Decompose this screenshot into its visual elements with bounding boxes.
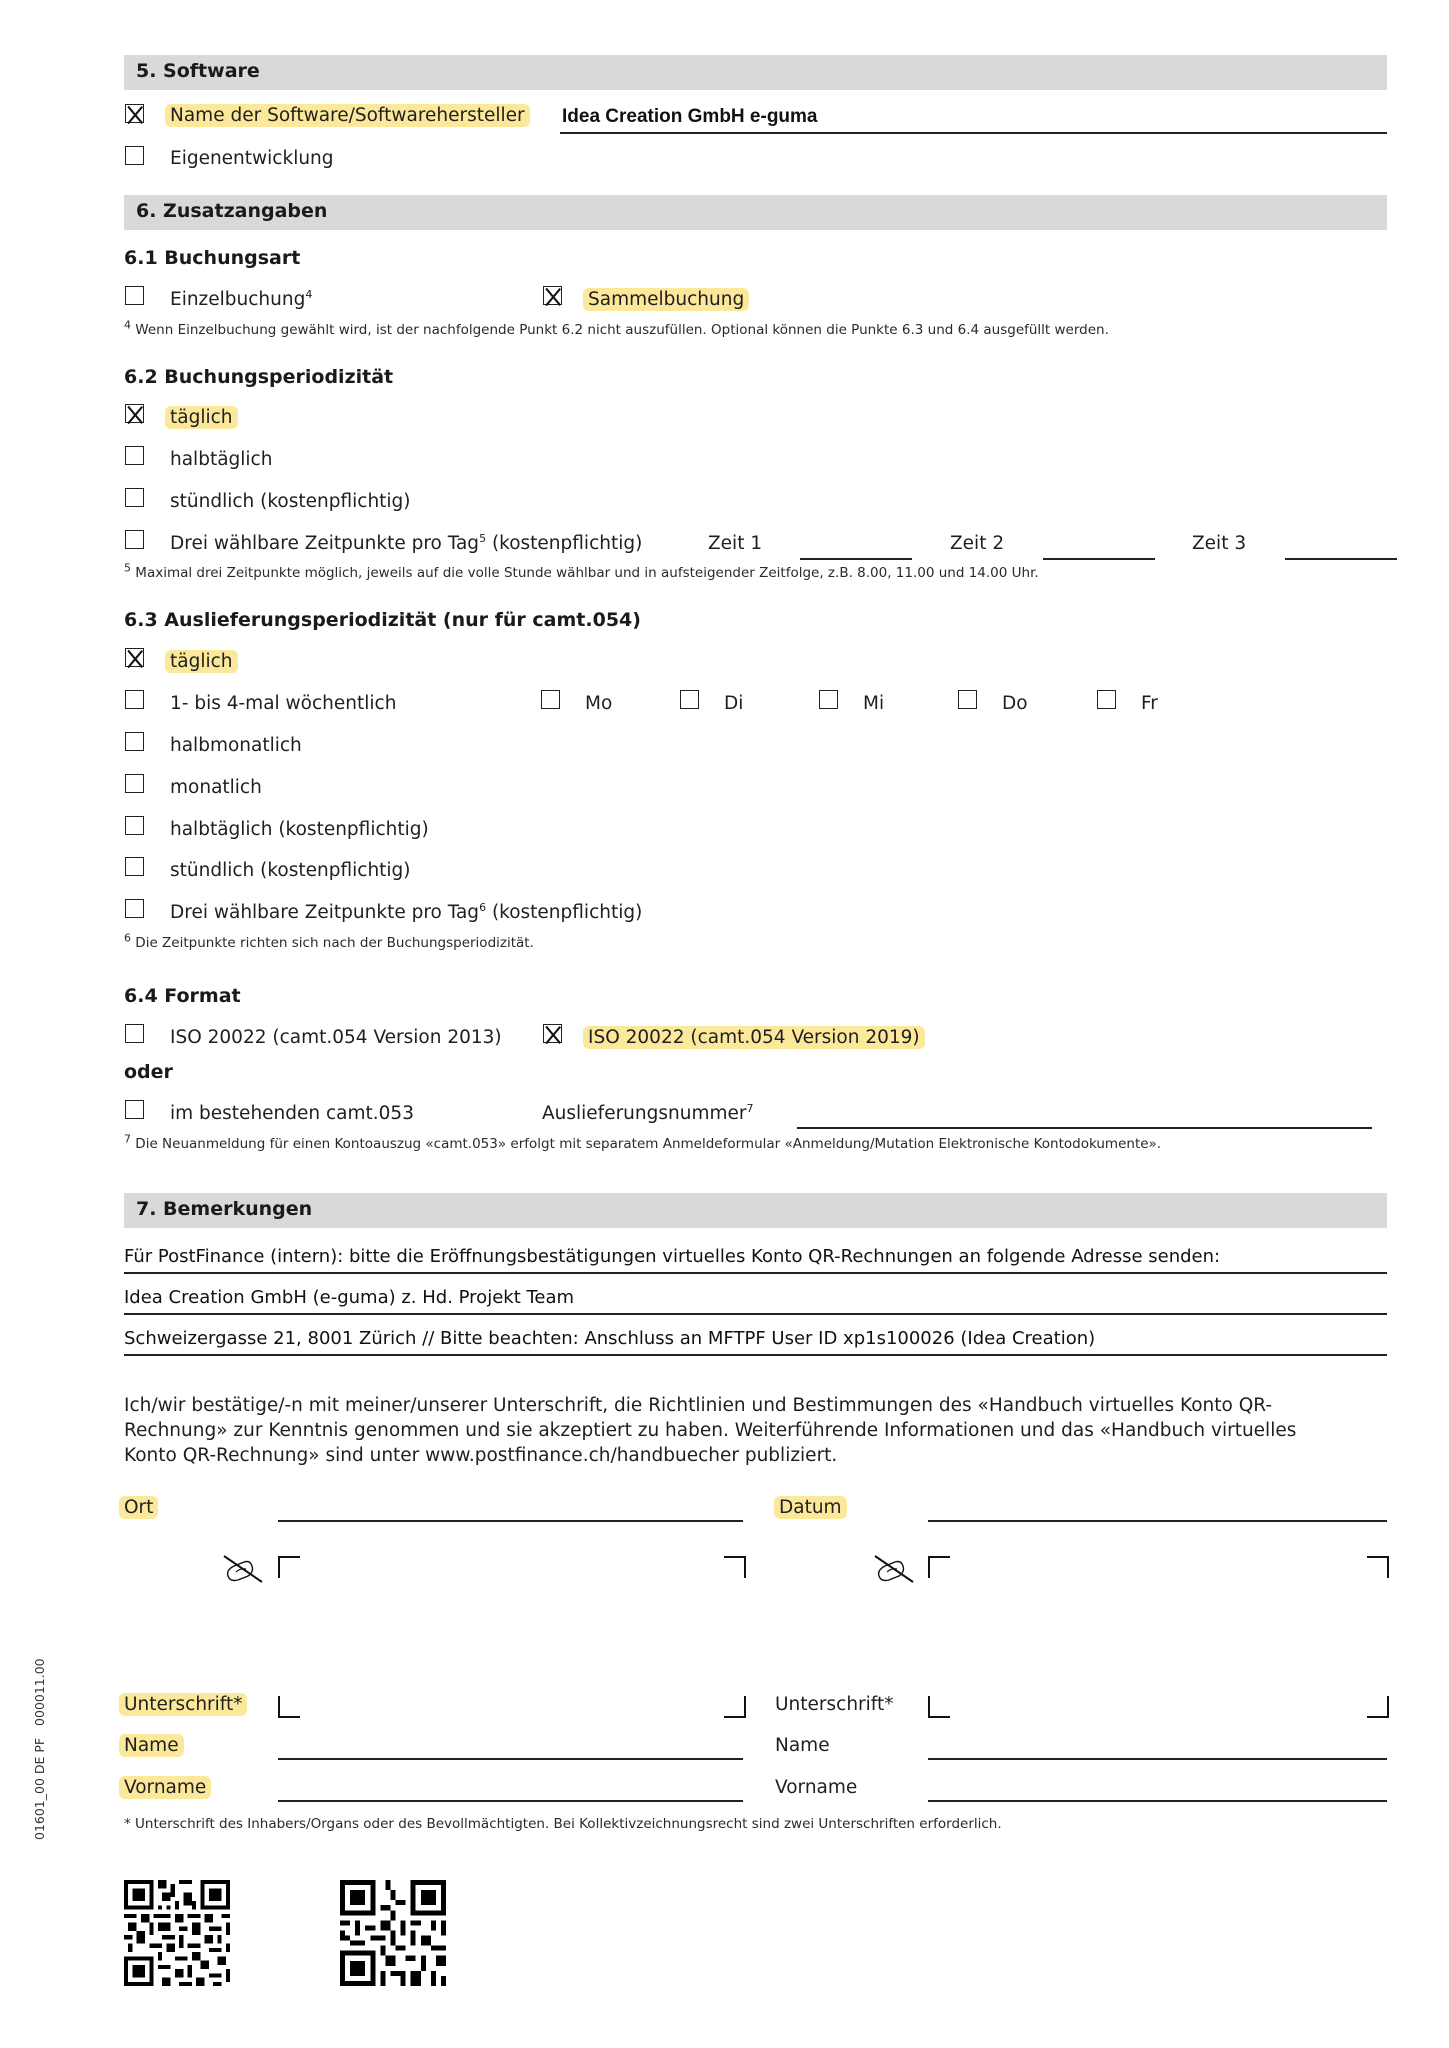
auslieferung-monatlich-label: monatlich xyxy=(170,777,262,798)
weekday-mi-checkbox[interactable] xyxy=(819,690,838,709)
remark-line-2[interactable]: Idea Creation GmbH (e-guma) z. Hd. Projekt Team xyxy=(124,1287,575,1308)
software-name-value[interactable]: Idea Creation GmbH e-guma xyxy=(562,106,818,127)
buchung-stuendlich-checkbox[interactable] xyxy=(125,488,144,507)
auslieferung-halbtaeglich-checkbox[interactable] xyxy=(125,816,144,835)
vorname-left-label: Vorname xyxy=(124,1777,211,1798)
auslieferungsnummer-label: Auslieferungsnummer$^7$ xyxy=(542,1101,754,1124)
buchung-halbtaeglich-checkbox[interactable] xyxy=(125,446,144,465)
einzelbuchung-label: Einzelbuchung$^4$ xyxy=(170,287,313,310)
vorname-right-label: Vorname xyxy=(775,1777,858,1798)
footnote-5: $^5$ Maximal drei Zeitpunkte möglich, jeweils auf die volle Stunde wählbar und in aufsteigender Zeitfolge, z.B. 8.00, 11.00 und 14.00 Uhr. xyxy=(124,561,1039,581)
weekday-do-label: Do xyxy=(1002,693,1028,714)
remark-line-2-rule xyxy=(124,1313,1387,1315)
weekday-mo-checkbox[interactable] xyxy=(541,690,560,709)
qr-code-icon xyxy=(124,1880,230,1986)
zeit-1-label: Zeit 1 xyxy=(708,533,763,554)
auslieferungsnummer-field[interactable] xyxy=(797,1127,1372,1129)
auslieferung-drei-zeitpunkte-label: Drei wählbare Zeitpunkte pro Tag$^6$ (kostenpflichtig) xyxy=(170,900,643,923)
section-5-header xyxy=(124,55,1387,90)
signature-footnote: * Unterschrift des Inhabers/Organs oder des Bevollmächtigten. Bei Kollektivzeichnungsrecht sind zwei Unterschriften erforderlich. xyxy=(124,1816,1002,1832)
buchung-drei-zeitpunkte-checkbox[interactable] xyxy=(125,530,144,549)
auslieferung-monatlich-checkbox[interactable] xyxy=(125,774,144,793)
buchung-stuendlich-label: stündlich (kostenpflichtig) xyxy=(170,491,411,512)
datum-field[interactable] xyxy=(928,1520,1387,1522)
name-right-label: Name xyxy=(775,1735,830,1756)
remark-line-1[interactable]: Für PostFinance (intern): bitte die Eröffnungsbestätigungen virtuelles Konto QR-Rechnungen an folgende Adresse senden: xyxy=(124,1246,1221,1267)
auslieferung-stuendlich-label: stündlich (kostenpflichtig) xyxy=(170,860,411,881)
remark-line-1-rule xyxy=(124,1272,1387,1274)
remark-line-3-rule xyxy=(124,1354,1387,1356)
signature-left-label: Unterschrift* xyxy=(124,1694,247,1715)
remark-line-3[interactable]: Schweizergasse 21, 8001 Zürich // Bitte beachten: Anschluss an MFTPF User ID xp1s100026 (Idea Creation) xyxy=(124,1328,1096,1349)
sammelbuchung-checkbox[interactable] xyxy=(543,286,562,305)
ort-field[interactable] xyxy=(278,1520,743,1522)
weekday-mi-label: Mi xyxy=(863,693,885,714)
name-right-field[interactable] xyxy=(928,1758,1387,1760)
iso-2019-label: ISO 20022 (camt.054 Version 2019) xyxy=(588,1027,925,1048)
confirmation-text: Ich/wir bestätige/-n mit meiner/unserer Unterschrift, die Richtlinien und Bestimmungen des «Handbuch virtuelles Konto QR-Rechnung» zur Kenntnis genommen und sie akzeptiert zu haben. Weiterführende Informationen und das «Handbuch virtuelles Konto QR-Rechnung» sind unter www.postfinance.ch/handbuecher publiziert. xyxy=(124,1395,1297,1466)
section-5-title: 5. Software xyxy=(136,60,260,82)
footnote-6: $^6$ Die Zeitpunkte richten sich nach der Buchungsperiodizität. xyxy=(124,931,534,951)
signature-box-right[interactable] xyxy=(928,1556,1387,1716)
section-6-4-heading: 6.4 Format xyxy=(124,985,241,1007)
weekday-fr-label: Fr xyxy=(1141,693,1158,714)
eigenentwicklung-checkbox[interactable] xyxy=(125,146,144,165)
buchung-halbtaeglich-label: halbtäglich xyxy=(170,449,273,470)
oder-label: oder xyxy=(124,1061,173,1083)
section-6-1-heading: 6.1 Buchungsart xyxy=(124,247,301,269)
buchung-taeglich-label: täglich xyxy=(170,407,238,428)
sammelbuchung-label: Sammelbuchung xyxy=(588,289,749,310)
buchung-drei-zeitpunkte-label: Drei wählbare Zeitpunkte pro Tag$^5$ (kostenpflichtig) xyxy=(170,531,643,554)
signature-box-left[interactable] xyxy=(278,1556,744,1716)
auslieferung-halbmonatlich-label: halbmonatlich xyxy=(170,735,302,756)
software-name-checkbox[interactable] xyxy=(125,104,144,123)
zeit-2-field[interactable] xyxy=(1043,558,1155,560)
qr-code-icon xyxy=(340,1880,446,1986)
signature-box-right-corner-bl xyxy=(928,1696,950,1718)
auslieferung-stuendlich-checkbox[interactable] xyxy=(125,857,144,876)
auslieferung-halbtaeglich-label: halbtäglich (kostenpflichtig) xyxy=(170,819,429,840)
software-name-label: Name der Software/Softwarehersteller xyxy=(170,105,530,126)
name-left-label: Name xyxy=(124,1735,184,1756)
weekday-di-label: Di xyxy=(724,693,744,714)
weekday-di-checkbox[interactable] xyxy=(680,690,699,709)
sign-here-hand-icon xyxy=(222,1554,266,1584)
vorname-right-field[interactable] xyxy=(928,1800,1387,1802)
sign-here-hand-icon xyxy=(873,1554,917,1584)
vorname-left-field[interactable] xyxy=(278,1800,743,1802)
ort-label: Ort xyxy=(124,1497,158,1518)
weekday-fr-checkbox[interactable] xyxy=(1097,690,1116,709)
zeit-2-label: Zeit 2 xyxy=(950,533,1005,554)
signature-right-label: Unterschrift* xyxy=(775,1694,894,1715)
iso-2013-label: ISO 20022 (camt.054 Version 2013) xyxy=(170,1027,502,1048)
camt053-label: im bestehenden camt.053 xyxy=(170,1103,414,1124)
section-6-header xyxy=(124,195,1387,230)
footnote-7: $^7$ Die Neuanmeldung für einen Kontoauszug «camt.053» erfolgt mit separatem Anmeldeformular «Anmeldung/Mutation Elektronische Kontodokumente». xyxy=(124,1132,1162,1152)
footnote-4: $^4$ Wenn Einzelbuchung gewählt wird, ist der nachfolgende Punkt 6.2 nicht auszufüllen. Optional können die Punkte 6.3 und 6.4 ausgefüllt werden. xyxy=(124,318,1109,338)
eigenentwicklung-label: Eigenentwicklung xyxy=(170,148,334,169)
section-7-header xyxy=(124,1193,1387,1228)
auslieferung-halbmonatlich-checkbox[interactable] xyxy=(125,732,144,751)
auslieferung-drei-zeitpunkte-checkbox[interactable] xyxy=(125,899,144,918)
section-6-title: 6. Zusatzangaben xyxy=(136,200,328,222)
section-7-title: 7. Bemerkungen xyxy=(136,1198,313,1220)
auslieferung-taeglich-label: täglich xyxy=(170,651,238,672)
signature-box-right-corner-br xyxy=(1367,1696,1389,1718)
form-code: 01601_00 DE PF 000011.00 xyxy=(32,1658,47,1840)
auslieferung-taeglich-checkbox[interactable] xyxy=(125,648,144,667)
section-6-2-heading: 6.2 Buchungsperiodizität xyxy=(124,366,394,388)
software-name-underline xyxy=(560,132,1387,134)
signature-box-left-corner-bl xyxy=(278,1696,300,1718)
signature-box-left-corner-br xyxy=(724,1696,746,1718)
zeit-1-field[interactable] xyxy=(800,558,912,560)
section-6-3-heading: 6.3 Auslieferungsperiodizität (nur für camt.054) xyxy=(124,609,641,631)
buchung-taeglich-checkbox[interactable] xyxy=(125,404,144,423)
iso-2019-checkbox[interactable] xyxy=(543,1024,562,1043)
camt053-checkbox[interactable] xyxy=(125,1100,144,1119)
name-left-field[interactable] xyxy=(278,1758,743,1760)
auslieferung-woechentlich-label: 1- bis 4-mal wöchentlich xyxy=(170,693,397,714)
zeit-3-field[interactable] xyxy=(1285,558,1397,560)
iso-2013-checkbox[interactable] xyxy=(125,1024,144,1043)
einzelbuchung-checkbox[interactable] xyxy=(125,286,144,305)
weekday-do-checkbox[interactable] xyxy=(958,690,977,709)
auslieferung-woechentlich-checkbox[interactable] xyxy=(125,690,144,709)
weekday-mo-label: Mo xyxy=(585,693,613,714)
zeit-3-label: Zeit 3 xyxy=(1192,533,1247,554)
datum-label: Datum xyxy=(779,1497,847,1518)
